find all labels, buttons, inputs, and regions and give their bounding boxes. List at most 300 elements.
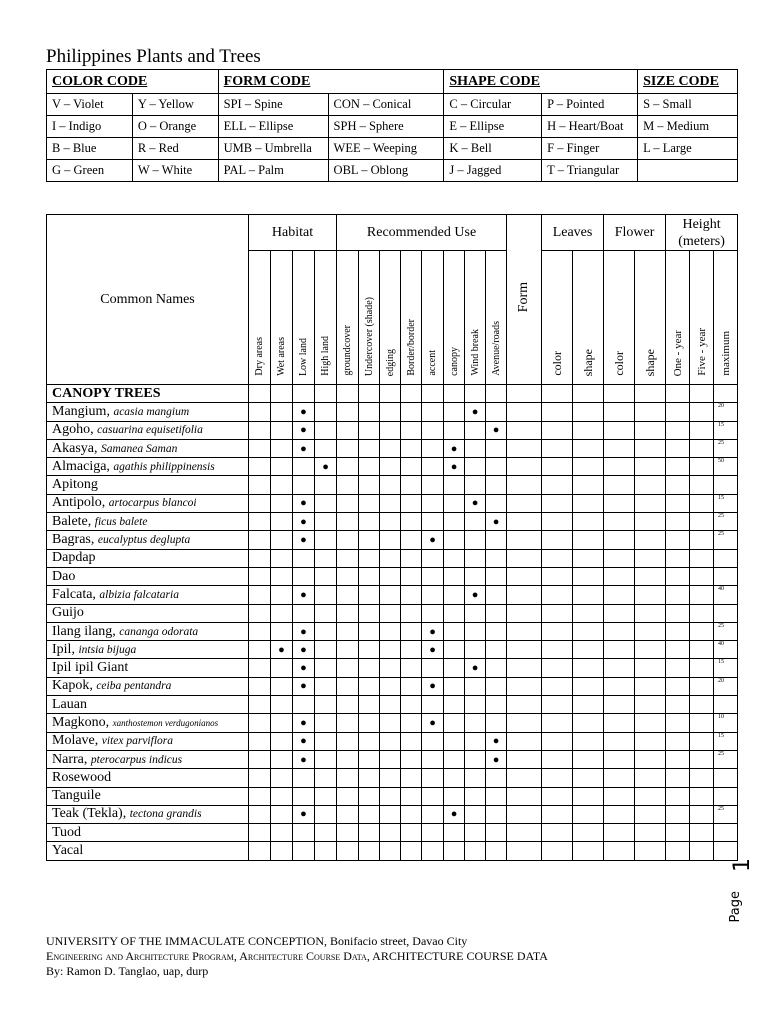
attribute-cell — [542, 787, 573, 805]
attribute-cell — [359, 824, 380, 842]
attribute-cell — [507, 750, 542, 768]
code-cell: L – Large — [638, 138, 738, 160]
attribute-cell — [604, 494, 635, 512]
attribute-cell — [690, 842, 714, 860]
attribute-cell — [444, 567, 465, 585]
attribute-cell — [271, 824, 293, 842]
plant-row — [47, 403, 738, 421]
attribute-cell — [359, 476, 380, 494]
attribute-cell — [293, 696, 315, 714]
plant-row — [47, 586, 738, 604]
attribute-cell — [359, 732, 380, 750]
attribute-cell — [293, 567, 315, 585]
attribute-cell — [542, 586, 573, 604]
attribute-cell — [337, 458, 359, 476]
sub-flower-shape: shape — [642, 348, 657, 376]
attribute-cell — [380, 787, 401, 805]
sub-flower-color: color — [611, 351, 626, 376]
attribute-cell — [271, 677, 293, 695]
leaves-header: Leaves — [542, 215, 604, 251]
attribute-cell — [271, 421, 293, 439]
empty-cell — [315, 385, 337, 403]
max-height-cell: 25 — [714, 439, 738, 457]
plant-name-cell — [47, 787, 249, 805]
attribute-cell — [542, 696, 573, 714]
attribute-cell — [604, 714, 635, 732]
attribute-dot: ● — [444, 805, 465, 823]
footer-line-2: Engineering and Architecture Program, Architecture Course Data, ARCHITECTURE COURSE DATA — [46, 949, 548, 963]
attribute-cell — [249, 842, 271, 860]
attribute-cell — [315, 604, 337, 622]
code-cell: M – Medium — [638, 116, 738, 138]
attribute-cell — [401, 476, 422, 494]
plant-scientific-name: eucalyptus deglupta — [97, 534, 191, 547]
sub-undercover: Undercover (shade) — [363, 296, 375, 376]
attribute-cell — [690, 714, 714, 732]
attribute-cell — [507, 513, 542, 531]
attribute-cell — [573, 805, 604, 823]
max-height-cell: 25 — [714, 622, 738, 640]
recommended-use-header: Recommended Use — [337, 215, 507, 251]
attribute-cell — [465, 421, 486, 439]
attribute-cell — [380, 842, 401, 860]
empty-cell — [422, 385, 444, 403]
attribute-cell — [573, 604, 604, 622]
attribute-cell — [337, 824, 359, 842]
empty-cell — [380, 385, 401, 403]
attribute-cell — [359, 787, 380, 805]
attribute-cell — [271, 494, 293, 512]
attribute-cell — [573, 549, 604, 567]
attribute-dot: ● — [315, 458, 337, 476]
attribute-cell — [271, 531, 293, 549]
attribute-cell — [542, 769, 573, 787]
attribute-cell — [444, 641, 465, 659]
attribute-cell — [380, 604, 401, 622]
attribute-cell — [666, 659, 690, 677]
attribute-cell — [271, 696, 293, 714]
attribute-cell — [249, 586, 271, 604]
plant-common-name: Rosewood — [52, 769, 112, 785]
attribute-cell — [542, 750, 573, 768]
attribute-cell — [380, 769, 401, 787]
attribute-cell — [359, 659, 380, 677]
plant-common-name: Agoho, — [52, 422, 94, 438]
empty-cell — [271, 385, 293, 403]
attribute-dot: ● — [293, 513, 315, 531]
attribute-cell — [271, 604, 293, 622]
form-code-header: FORM CODE — [218, 70, 444, 94]
attribute-cell — [337, 439, 359, 457]
max-height-cell — [714, 824, 738, 842]
attribute-cell — [293, 549, 315, 567]
attribute-cell — [507, 421, 542, 439]
attribute-cell — [635, 476, 666, 494]
attribute-cell — [271, 476, 293, 494]
plant-scientific-name: ficus balete — [94, 515, 148, 528]
attribute-dot: ● — [293, 805, 315, 823]
code-cell: S – Small — [638, 94, 738, 116]
code-cell: O – Orange — [132, 116, 218, 138]
code-cell: R – Red — [132, 138, 218, 160]
attribute-cell — [604, 769, 635, 787]
attribute-cell — [507, 732, 542, 750]
attribute-cell — [380, 549, 401, 567]
attribute-cell — [542, 805, 573, 823]
attribute-cell — [542, 714, 573, 732]
attribute-cell — [507, 476, 542, 494]
attribute-cell — [690, 622, 714, 640]
plant-row — [47, 513, 738, 531]
attribute-cell — [444, 586, 465, 604]
attribute-cell — [573, 476, 604, 494]
attribute-cell — [666, 513, 690, 531]
attribute-cell — [380, 439, 401, 457]
attribute-cell — [573, 714, 604, 732]
attribute-dot: ● — [444, 439, 465, 457]
attribute-cell — [315, 824, 337, 842]
sub-border: Border/border — [405, 319, 417, 376]
attribute-cell — [486, 696, 507, 714]
attribute-cell — [401, 494, 422, 512]
code-cell: Y – Yellow — [132, 94, 218, 116]
sub-five-year: Five - year — [695, 328, 708, 376]
attribute-cell — [666, 714, 690, 732]
attribute-cell — [380, 641, 401, 659]
attribute-cell — [635, 439, 666, 457]
sub-leaves-color: color — [549, 351, 564, 376]
attribute-cell — [666, 787, 690, 805]
attribute-cell — [573, 494, 604, 512]
attribute-cell — [380, 714, 401, 732]
attribute-cell — [604, 659, 635, 677]
plant-common-name: Magkono, — [52, 714, 110, 730]
empty-cell — [542, 385, 573, 403]
attribute-cell — [465, 805, 486, 823]
attribute-cell — [271, 403, 293, 421]
attribute-cell — [542, 458, 573, 476]
plant-common-name: Tuod — [52, 824, 82, 840]
attribute-cell — [507, 696, 542, 714]
plant-name-cell — [47, 549, 249, 567]
attribute-dot: ● — [293, 622, 315, 640]
attribute-cell — [249, 824, 271, 842]
attribute-cell — [507, 586, 542, 604]
attribute-cell — [690, 567, 714, 585]
attribute-cell — [359, 513, 380, 531]
plant-scientific-name: cananga odorata — [119, 625, 199, 638]
attribute-cell — [486, 476, 507, 494]
attribute-cell — [359, 567, 380, 585]
plant-row — [47, 787, 738, 805]
max-height-cell — [714, 549, 738, 567]
attribute-cell — [315, 567, 337, 585]
attribute-cell — [401, 586, 422, 604]
attribute-cell — [507, 659, 542, 677]
plant-name-cell — [47, 750, 249, 768]
plant-common-name: Kapok, — [52, 678, 93, 694]
attribute-cell — [422, 787, 444, 805]
sub-leaves-shape: shape — [580, 348, 595, 376]
plant-row — [47, 769, 738, 787]
attribute-dot: ● — [271, 641, 293, 659]
max-height-cell: 15 — [714, 494, 738, 512]
attribute-cell — [573, 787, 604, 805]
attribute-cell — [604, 476, 635, 494]
attribute-cell — [573, 513, 604, 531]
attribute-cell — [666, 403, 690, 421]
plant-row — [47, 824, 738, 842]
plant-common-name: Lauan — [52, 696, 87, 712]
attribute-cell — [444, 732, 465, 750]
attribute-cell — [465, 750, 486, 768]
attribute-cell — [444, 842, 465, 860]
attribute-cell — [315, 531, 337, 549]
attribute-cell — [690, 750, 714, 768]
attribute-cell — [635, 531, 666, 549]
attribute-cell — [666, 750, 690, 768]
attribute-cell — [359, 805, 380, 823]
code-cell: V – Violet — [47, 94, 133, 116]
plant-row — [47, 750, 738, 768]
attribute-cell — [315, 476, 337, 494]
attribute-cell — [271, 750, 293, 768]
plant-name-cell — [47, 531, 249, 549]
attribute-cell — [422, 659, 444, 677]
attribute-cell — [380, 586, 401, 604]
attribute-cell — [249, 567, 271, 585]
attribute-cell — [293, 842, 315, 860]
attribute-cell — [666, 494, 690, 512]
attribute-cell — [465, 531, 486, 549]
attribute-cell — [337, 586, 359, 604]
attribute-cell — [359, 622, 380, 640]
attribute-cell — [380, 476, 401, 494]
sub-edging: edging — [384, 348, 396, 376]
attribute-cell — [337, 696, 359, 714]
attribute-cell — [444, 696, 465, 714]
footer-line-3: By: Ramon D. Tanglao, uap, durp — [46, 964, 209, 978]
code-cell: I – Indigo — [47, 116, 133, 138]
attribute-cell — [604, 824, 635, 842]
plant-name-cell — [47, 604, 249, 622]
empty-cell — [401, 385, 422, 403]
attribute-cell — [690, 824, 714, 842]
attribute-cell — [486, 677, 507, 695]
attribute-cell — [465, 604, 486, 622]
max-height-cell: 50 — [714, 458, 738, 476]
plant-common-name: Mangium, — [52, 403, 110, 419]
attribute-cell — [666, 586, 690, 604]
attribute-cell — [359, 714, 380, 732]
sub-low-land: Low land — [298, 337, 309, 376]
attribute-cell — [542, 513, 573, 531]
attribute-cell — [507, 641, 542, 659]
attribute-cell — [380, 696, 401, 714]
attribute-cell — [337, 732, 359, 750]
attribute-cell — [444, 714, 465, 732]
attribute-cell — [507, 622, 542, 640]
attribute-cell — [249, 549, 271, 567]
attribute-cell — [249, 622, 271, 640]
attribute-cell — [249, 403, 271, 421]
attribute-cell — [486, 805, 507, 823]
attribute-cell — [422, 567, 444, 585]
max-height-cell: 15 — [714, 732, 738, 750]
code-row — [47, 94, 738, 116]
code-cell: B – Blue — [47, 138, 133, 160]
code-cell: P – Pointed — [542, 94, 638, 116]
attribute-cell — [635, 604, 666, 622]
attribute-cell — [666, 732, 690, 750]
attribute-cell — [444, 750, 465, 768]
code-cell: UMB – Umbrella — [218, 138, 328, 160]
attribute-cell — [486, 769, 507, 787]
attribute-cell — [690, 696, 714, 714]
attribute-cell — [604, 787, 635, 805]
attribute-cell — [359, 842, 380, 860]
attribute-cell — [380, 750, 401, 768]
attribute-cell — [604, 842, 635, 860]
attribute-dot: ● — [422, 641, 444, 659]
attribute-cell — [542, 476, 573, 494]
code-legend-table — [46, 69, 738, 182]
attribute-cell — [507, 824, 542, 842]
plant-common-name: Tanguile — [52, 788, 101, 804]
attribute-cell — [401, 641, 422, 659]
attribute-dot: ● — [465, 659, 486, 677]
max-height-cell: 40 — [714, 586, 738, 604]
plant-common-name: Ipil ipil Giant — [52, 660, 129, 676]
footer — [46, 934, 548, 979]
attribute-cell — [635, 732, 666, 750]
sub-one-year: One - year — [671, 329, 684, 376]
attribute-cell — [249, 769, 271, 787]
attribute-cell — [249, 677, 271, 695]
attribute-cell — [486, 787, 507, 805]
attribute-cell — [249, 641, 271, 659]
attribute-cell — [315, 659, 337, 677]
plant-name-cell — [47, 714, 249, 732]
attribute-cell — [422, 476, 444, 494]
code-cell: K – Bell — [444, 138, 542, 160]
attribute-dot: ● — [293, 494, 315, 512]
page-label: Page — [728, 890, 743, 922]
attribute-cell — [573, 403, 604, 421]
max-height-cell — [714, 769, 738, 787]
attribute-cell — [604, 696, 635, 714]
attribute-cell — [542, 494, 573, 512]
attribute-cell — [604, 604, 635, 622]
max-height-cell: 25 — [714, 805, 738, 823]
attribute-cell — [271, 439, 293, 457]
plant-common-name: Akasya, — [52, 440, 98, 456]
plant-name-cell — [47, 805, 249, 823]
attribute-cell — [465, 567, 486, 585]
attribute-dot: ● — [293, 750, 315, 768]
attribute-cell — [573, 696, 604, 714]
plant-scientific-name: casuarina equisetifolia — [97, 424, 203, 437]
sub-wind-break: Wind break — [469, 329, 481, 376]
plant-common-name: Balete, — [52, 513, 92, 529]
sub-maximum: maximum — [719, 331, 732, 376]
max-height-cell: 15 — [714, 659, 738, 677]
attribute-cell — [542, 421, 573, 439]
attribute-cell — [249, 659, 271, 677]
attribute-cell — [444, 513, 465, 531]
attribute-cell — [401, 824, 422, 842]
section-title: CANOPY TREES — [47, 385, 249, 403]
attribute-cell — [444, 622, 465, 640]
plant-name-cell — [47, 439, 249, 457]
attribute-cell — [444, 769, 465, 787]
attribute-cell — [666, 696, 690, 714]
attribute-cell — [486, 458, 507, 476]
attribute-cell — [359, 421, 380, 439]
attribute-cell — [337, 567, 359, 585]
attribute-cell — [380, 531, 401, 549]
attribute-cell — [444, 403, 465, 421]
attribute-dot: ● — [293, 403, 315, 421]
attribute-cell — [542, 732, 573, 750]
height-header: Height (meters) — [666, 215, 738, 251]
attribute-cell — [486, 531, 507, 549]
attribute-cell — [465, 714, 486, 732]
attribute-cell — [690, 769, 714, 787]
attribute-cell — [337, 604, 359, 622]
max-height-cell: 15 — [714, 421, 738, 439]
attribute-cell — [666, 476, 690, 494]
attribute-cell — [422, 732, 444, 750]
common-names-header: Common Names — [47, 215, 249, 385]
attribute-cell — [271, 805, 293, 823]
attribute-dot: ● — [465, 494, 486, 512]
attribute-dot: ● — [465, 403, 486, 421]
attribute-cell — [604, 732, 635, 750]
attribute-cell — [690, 586, 714, 604]
plant-row — [47, 622, 738, 640]
attribute-cell — [293, 787, 315, 805]
attribute-cell — [690, 659, 714, 677]
plant-name-cell — [47, 586, 249, 604]
plant-row — [47, 494, 738, 512]
attribute-cell — [635, 750, 666, 768]
attribute-cell — [542, 622, 573, 640]
attribute-cell — [401, 513, 422, 531]
attribute-cell — [465, 622, 486, 640]
flower-header: Flower — [604, 215, 666, 251]
plant-row — [47, 714, 738, 732]
attribute-cell — [401, 659, 422, 677]
plant-common-name: Yacal — [52, 843, 84, 859]
attribute-cell — [604, 403, 635, 421]
attribute-cell — [359, 439, 380, 457]
attribute-cell — [444, 531, 465, 549]
attribute-cell — [271, 769, 293, 787]
code-cell: F – Finger — [542, 138, 638, 160]
attribute-dot: ● — [465, 586, 486, 604]
attribute-cell — [666, 531, 690, 549]
attribute-cell — [380, 677, 401, 695]
attribute-cell — [486, 824, 507, 842]
empty-cell — [573, 385, 604, 403]
attribute-cell — [573, 421, 604, 439]
attribute-cell — [486, 714, 507, 732]
attribute-cell — [293, 769, 315, 787]
attribute-cell — [666, 458, 690, 476]
attribute-cell — [573, 769, 604, 787]
shape-code-header: SHAPE CODE — [444, 70, 638, 94]
